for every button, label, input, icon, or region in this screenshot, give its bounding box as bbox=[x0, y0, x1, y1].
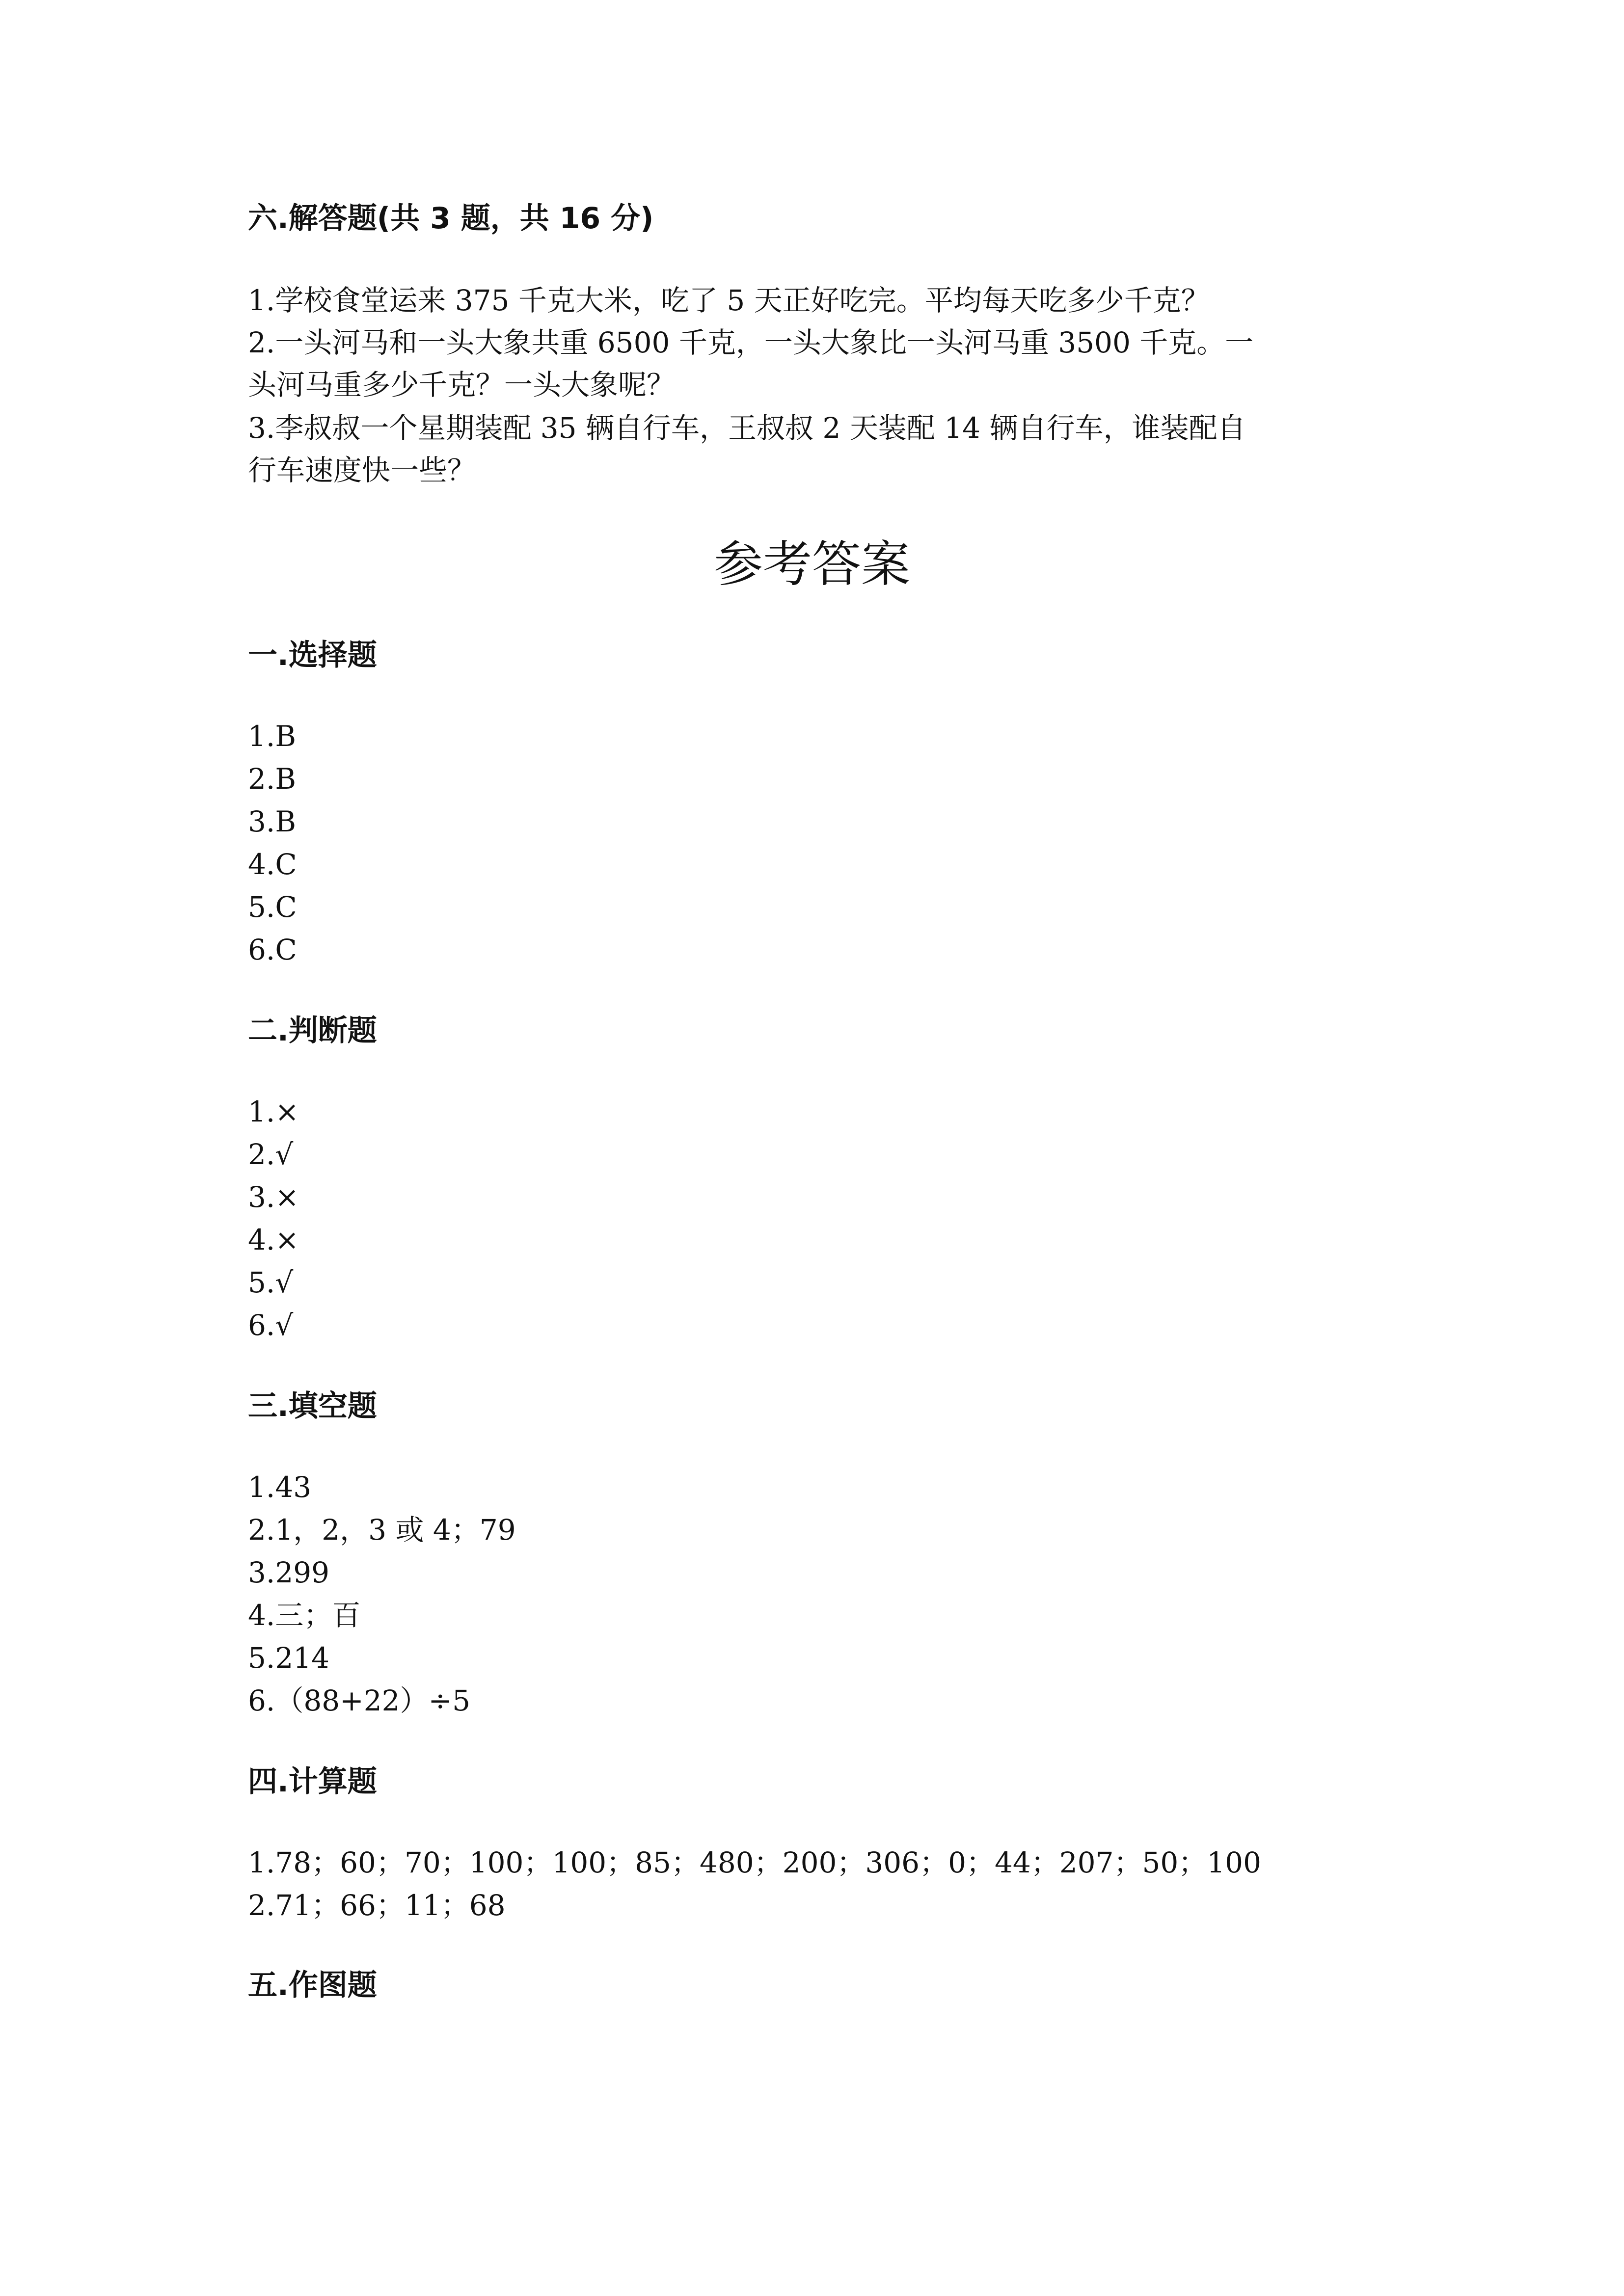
section-heading-part6: 六.解答题(共 3 题，共 16 分) bbox=[248, 201, 654, 236]
answer-item: 4.C bbox=[248, 848, 297, 881]
question-line: 1.学校食堂运来 375 千克大米，吃了 5 天正好吃完。平均每天吃多少千克？ bbox=[248, 284, 1210, 317]
question-line: 3.李叔叔一个星期装配 35 辆自行车，王叔叔 2 天装配 14 辆自行车，谁装配自 bbox=[248, 411, 1246, 445]
section-heading-fill: 三.填空题 bbox=[248, 1389, 377, 1423]
answer-item: 2.√ bbox=[248, 1138, 294, 1171]
answer-item: 5.C bbox=[248, 890, 297, 924]
answer-item: 2.1，2，3 或 4；79 bbox=[248, 1513, 516, 1547]
answer-item: 3.× bbox=[248, 1180, 299, 1214]
answer-item: 2.71；66；11；68 bbox=[248, 1889, 506, 1922]
answer-item: 4.× bbox=[248, 1223, 299, 1256]
answer-item: 3.299 bbox=[248, 1556, 330, 1589]
answer-item: 1.43 bbox=[248, 1470, 312, 1504]
section-heading-calc: 四.计算题 bbox=[248, 1764, 377, 1799]
section-heading-choice: 一.选择题 bbox=[248, 638, 377, 672]
answer-item: 1.78；60；70；100；100；85；480；200；306；0；44；207；50；100 bbox=[248, 1846, 1261, 1879]
answer-item: 4.三；百 bbox=[248, 1599, 361, 1632]
question-line: 行车速度快一些？ bbox=[248, 454, 476, 487]
question-line: 2.一头河马和一头大象共重 6500 千克，一头大象比一头河马重 3500 千克。一 bbox=[248, 326, 1254, 359]
answer-item: 5.√ bbox=[248, 1266, 294, 1299]
section-heading-judge: 二.判断题 bbox=[248, 1014, 377, 1048]
question-line: 头河马重多少千克？一头大象呢？ bbox=[248, 368, 676, 401]
answer-item: 6.C bbox=[248, 933, 297, 966]
answer-item: 3.B bbox=[248, 805, 296, 838]
answers-title: 参考答案 bbox=[714, 535, 910, 593]
answer-item: 1.× bbox=[248, 1095, 299, 1128]
answer-item: 2.B bbox=[248, 762, 296, 796]
answer-item: 6.√ bbox=[248, 1308, 294, 1342]
answer-item: 1.B bbox=[248, 720, 296, 753]
answer-item: 5.214 bbox=[248, 1641, 330, 1675]
section-heading-draw: 五.作图题 bbox=[248, 1968, 377, 2002]
answer-item: 6.（88+22）÷5 bbox=[248, 1684, 471, 1717]
